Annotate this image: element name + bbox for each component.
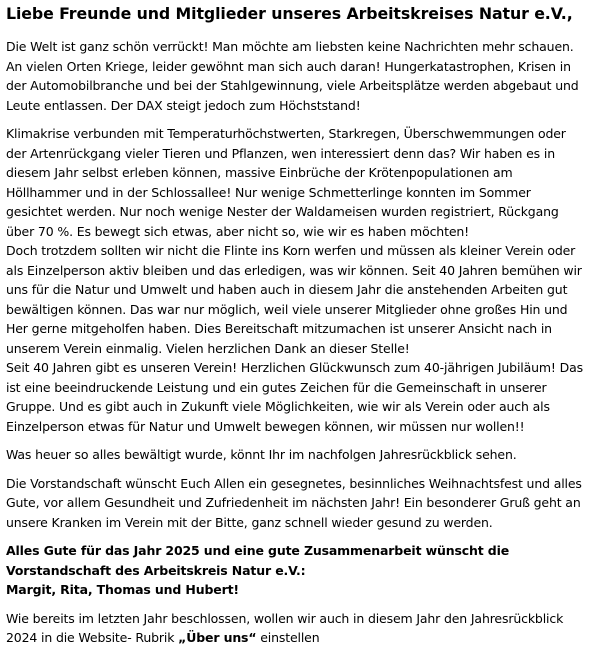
paragraph-climate-crisis: Klimakrise verbunden mit Temperaturhöchstwerten, Starkregen, Überschwemmungen oder der Artenrückgang vieler Tieren und Pflanzen, wen interessiert denn das? Wir haben es in diesem Jahr selbst erleben können, massive Einbrüche der Krötenpopulationen am Höllhammer und in der Schlossallee! Nur wenige Schmetterlinge konnten im Sommer gesichtet werden. Nur noch wenige Nester der Waldameisen wurden registriert, Rückgang über 70 %. Es bewegt sich etwas, aber nicht so, wie wir es haben möchten! — [6, 126, 566, 239]
closing-signature — [6, 541, 586, 600]
website-section-name: „Über uns“ — [178, 630, 257, 645]
paragraph-review-note: Was heuer so alles bewältigt wurde, könnt Ihr im nachfolgen Jahresrückblick sehen. — [6, 447, 517, 462]
closing-names: Margit, Rita, Thomas und Hubert! — [6, 582, 239, 597]
paragraph-season-greetings: Die Vorstandschaft wünscht Euch Allen ein gesegnetes, besinnliches Weihnachtsfest und alles Gute, vor allem Gesundheit und Zufriedenheit im nächsten Jahr! Ein besonderer Gruß geht an unsere Kranken im Verein mit der Bitte, ganz schnell wieder gesund zu werden. — [6, 475, 582, 530]
letter-greeting: Liebe Freunde und Mitglieder unseres Arbeitskreises Natur e.V., — [6, 4, 573, 23]
website-note-end: einstellen — [256, 630, 320, 645]
website-note-text: Wie bereits im letzten Jahr beschlossen, wollen wir auch in diesem Jahr den Jahresrückblick 2024 in die Website- Rubrik — [6, 610, 564, 645]
paragraph-stay-active: Doch trotzdem sollten wir nicht die Flinte ins Korn werfen und müssen als kleiner Verein oder als Einzelperson aktiv bleiben und das erledigen, was wir können. Seit 40 Jahren bemühen wir uns für die Natur und Umwelt und haben auch in diesem Jahr die anstehenden Arbeiten gut bewältigen können. Das war nur möglich, weil viele unserer Mitglieder ohne großes Hin und Her gerne mitgeholfen haben. Dies Bereitschaft mitzumachen ist unserer Ansicht nach in unserem Verein einmalig. Vielen herzlichen Dank an dieser Stelle! — [6, 243, 582, 356]
closing-wishes: Alles Gute für das Jahr 2025 und eine gute Zusammenarbeit wünscht die Vorstandschaft des Arbeitskreis Natur e.V.: — [6, 543, 510, 578]
paragraph-world-news: Die Welt ist ganz schön verrückt! Man möchte am liebsten keine Nachrichten mehr schauen. An vielen Orten Kriege, leider gewöhnt man sich auch daran! Hungerkatastrophen, Krisen in der Automobilbranche und bei der Stahlgewinnung, viele Arbeitsplätze werden abgebaut und Leute entlassen. Der DAX steigt jedoch zum Höchststand! — [6, 39, 579, 113]
paragraph-anniversary: Seit 40 Jahren gibt es unseren Verein! Herzlichen Glückwunsch zum 40-jährigen Jubiläum! Das ist eine beeindruckende Leistung und ein gutes Zeichen für die Gemeinschaft in unserer Gruppe. Und es gibt auch in Zukunft viele Möglichkeiten, wie wir als Verein oder auch als Einzelperson etwas für Natur und Umwelt bewegen können, wir müssen nur wollen!! — [6, 360, 583, 434]
paragraph-website-note — [6, 609, 586, 648]
